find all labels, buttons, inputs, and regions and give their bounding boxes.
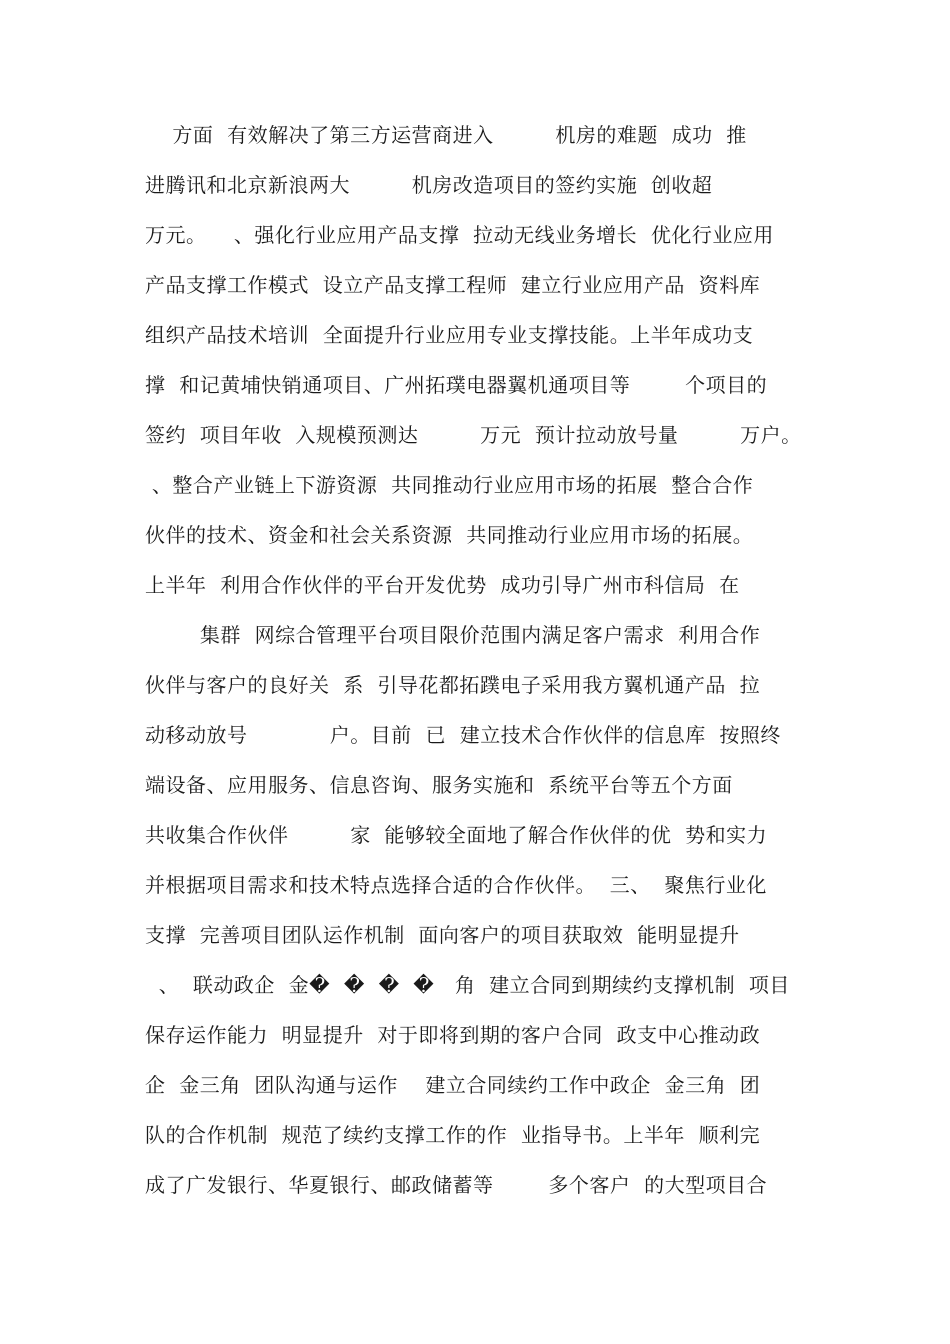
text-line: 组织产品技术培训 全面提升行业应用专业支撑技能。上半年成功支 xyxy=(145,323,754,347)
text-line: 并根据项目需求和技术特点选择合适的合作伙伴。 三、 聚焦行业化 xyxy=(145,873,767,897)
text-line: 集群 网综合管理平台项目限价范围内满足客户需求 利用合作 xyxy=(145,623,761,647)
text-line: 万元。 、强化行业应用产品支撑 拉动无线业务增长 优化行业应用 xyxy=(145,223,774,247)
text-line: 、 联动政企 金� � � � 角 建立合同到期续约支撑机制 项目 xyxy=(145,973,790,997)
text-line: 产品支撑工作模式 设立产品支撑工程师 建立行业应用产品 资料库 xyxy=(145,273,761,297)
text-line: 撑 和记黄埔快销通项目、广州拓璞电器翼机通项目等 个项目的 xyxy=(145,373,768,397)
text-line: 签约 项目年收 入规模预测达 万元 预计拉动放号量 万户。 xyxy=(145,423,802,447)
text-line: 支撑 完善项目团队运作机制 面向客户的项目获取效 能明显提升 xyxy=(145,923,740,947)
text-line: 伙伴与客户的良好关 系 引导花都拓蹼电子采用我方翼机通产品 拉 xyxy=(145,673,761,697)
text-line: 保存运作能力 明显提升 对于即将到期的客户合同 政支中心推动政 xyxy=(145,1023,761,1047)
text-line: 成了广发银行、华夏银行、邮政储蓄等 多个客户 的大型项目合 xyxy=(145,1173,768,1197)
text-line: 伙伴的技术、资金和社会关系资源 共同推动行业应用市场的拓展。 xyxy=(145,523,754,547)
text-line: 共收集合作伙伴 家 能够较全面地了解合作伙伴的优 势和实力 xyxy=(145,823,768,847)
text-line: 方面 有效解决了第三方运营商进入 机房的难题 成功 推 xyxy=(145,123,747,147)
text-line: 上半年 利用合作伙伴的平台开发优势 成功引导广州市科信局 在 xyxy=(145,573,740,597)
text-line: 动移动放号 户。目前 已 建立技术合作伙伴的信息库 按照终 xyxy=(145,723,781,747)
text-line: 端设备、应用服务、信息咨询、服务实施和 系统平台等五个方面 xyxy=(145,773,733,797)
text-line: 企 金三角 团队沟通与运作 建立合同续约工作中政企 金三角 团 xyxy=(145,1073,761,1097)
text-line: 、整合产业链上下游资源 共同推动行业应用市场的拓展 整合合作 xyxy=(145,473,754,497)
text-line: 队的合作机制 规范了续约支撑工作的作 业指导书。上半年 顺利完 xyxy=(145,1123,761,1147)
text-line: 进腾讯和北京新浪两大 机房改造项目的签约实施 创收超 xyxy=(145,173,713,197)
